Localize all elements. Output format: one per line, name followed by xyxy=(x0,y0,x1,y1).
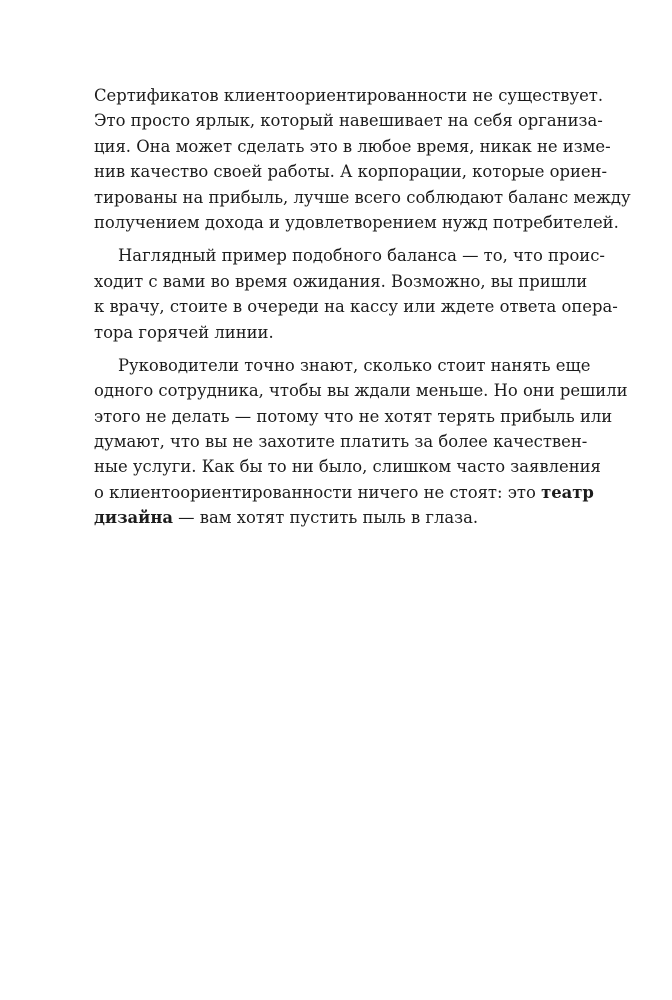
paragraph-3-line-6-text: о клиентоориентированности ничего не стоят: это xyxy=(94,482,536,502)
paragraph-2-line-2: ходит с вами во время ожидания. Возможно, вы пришли xyxy=(94,271,588,291)
paragraph-3-line-7 xyxy=(94,505,586,530)
paragraph-1-line-3: ция. Она может сделать это в любое время, никак не изме- xyxy=(94,136,611,156)
paragraph-1-line-6: получением дохода и удовлетворением нужд потребителей. xyxy=(94,212,619,232)
bold-term-theatre: театр xyxy=(541,482,594,502)
paragraph-3-line-6 xyxy=(94,480,594,505)
paragraph-2-line-1: Наглядный пример подобного баланса — то, что проис- xyxy=(118,246,605,266)
paragraph-1-line-2: Это просто ярлык, который навешивает на себя организа- xyxy=(94,111,603,131)
paragraph-1-line-4: нив качество своей работы. А корпорации, которые ориен- xyxy=(94,162,608,182)
paragraph-1-line-1: Сертификатов клиентоориентированности не существует. xyxy=(94,86,604,105)
paragraph-3-line-2: одного сотрудника, чтобы вы ждали меньше. Но они решили xyxy=(94,381,628,401)
paragraph-1-line-5: тированы на прибыль, лучше всего соблюдают баланс между xyxy=(94,187,631,207)
paragraph-2-line-4: тора горячей линии. xyxy=(94,322,274,342)
paragraph-3-line-7-rest: — вам хотят пустить пыль в глаза. xyxy=(172,508,479,528)
bold-term-design: дизайна xyxy=(94,508,173,528)
body-text xyxy=(94,83,631,531)
paragraph-3-line-1: Руководители точно знают, сколько стоит нанять еще xyxy=(118,355,591,375)
paragraph-3-line-3: этого не делать — потому что не хотят терять прибыль или xyxy=(94,406,613,426)
paragraph-2-line-3: к врачу, стоите в очереди на кассу или ждете ответа опера- xyxy=(94,297,618,317)
paragraph-3-line-4: думают, что вы не захотите платить за более качествен- xyxy=(94,432,588,452)
paragraph-3-line-5: ные услуги. Как бы то ни было, слишком часто заявления xyxy=(94,457,601,477)
